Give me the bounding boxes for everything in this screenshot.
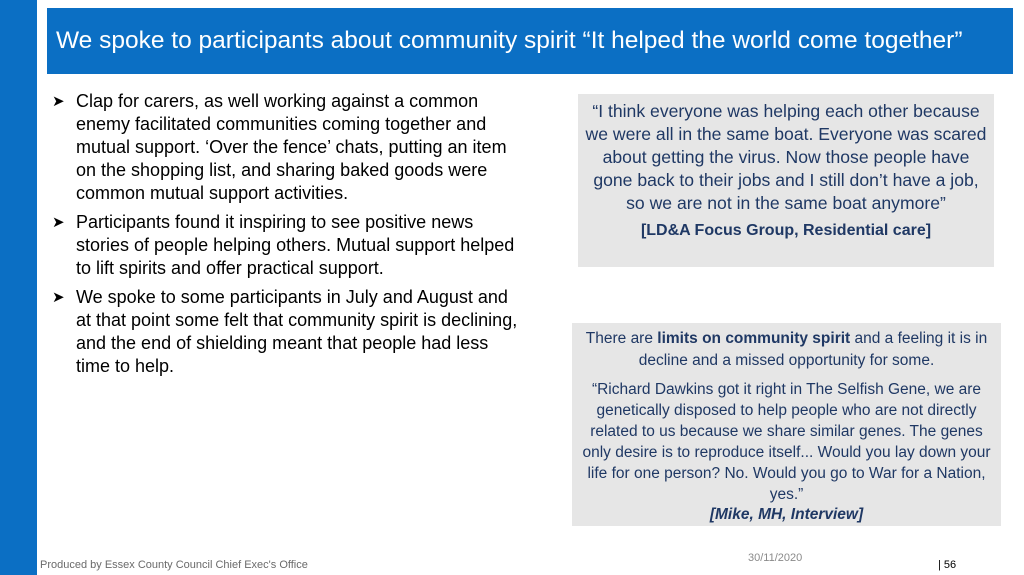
- bullet-item: [50, 286, 520, 378]
- bullet-text: We spoke to some participants in July and August and at that point some felt that community spirit is declining, and the end of shielding meant that people had less time to help.: [76, 287, 518, 376]
- title-band: [47, 8, 1013, 74]
- arrow-bullet-icon: ➤: [52, 214, 65, 231]
- quote-text: “I think everyone was helping each other because we were all in the same boat. Everyone was scared about getting the virus. Now those people have gone back to their jobs and I still don’t have a job, so we are not in the same boat anymore”: [585, 101, 987, 213]
- footer-producer: Produced by Essex County Council Chief Exec's Office: [40, 559, 308, 571]
- left-accent-bar: [0, 0, 37, 575]
- quote-text: “Richard Dawkins got it right in The Selfish Gene, we are genetically disposed to help people who are not directly related to us because we share similar genes. The genes only desire is to reproduce itself... Would you lay down your life for one person? No. Would you go to War for a Nation, yes.”: [582, 381, 991, 503]
- quote-lead: [578, 328, 995, 372]
- bullet-item: [50, 90, 520, 205]
- bullet-text: Clap for carers, as well working against a common enemy facilitated communities coming together and mutual support. ‘Over the fence’ chats, putting an item on the shopping list, and sharing baked goods were common mutual support activities.: [76, 91, 507, 203]
- quote-box-focus-group: [578, 94, 994, 267]
- arrow-bullet-icon: ➤: [52, 289, 65, 306]
- bullet-list: [50, 90, 520, 384]
- slide-title: We spoke to participants about community spirit “It helped the world come together”: [56, 27, 963, 54]
- quote-source: [LD&A Focus Group, Residential care]: [640, 222, 932, 239]
- quote-lead-emphasis: limits on community spirit: [657, 330, 851, 347]
- quote-lead-suffix: and a feeling it is in decline and a missed opportunity for some.: [638, 330, 988, 369]
- quote-box-interview: [572, 323, 1001, 526]
- quote-lead-prefix: There are: [585, 330, 658, 347]
- bullet-item: [50, 211, 520, 280]
- bullet-text: Participants found it inspiring to see positive news stories of people helping others. Mutual support helped to lift spirits and offer practical support.: [76, 212, 515, 278]
- page-number: | 56: [938, 559, 957, 571]
- quote-source: [Mike, MH, Interview]: [709, 506, 864, 523]
- footer-date: 30/11/2020: [748, 552, 803, 564]
- arrow-bullet-icon: ➤: [52, 93, 65, 110]
